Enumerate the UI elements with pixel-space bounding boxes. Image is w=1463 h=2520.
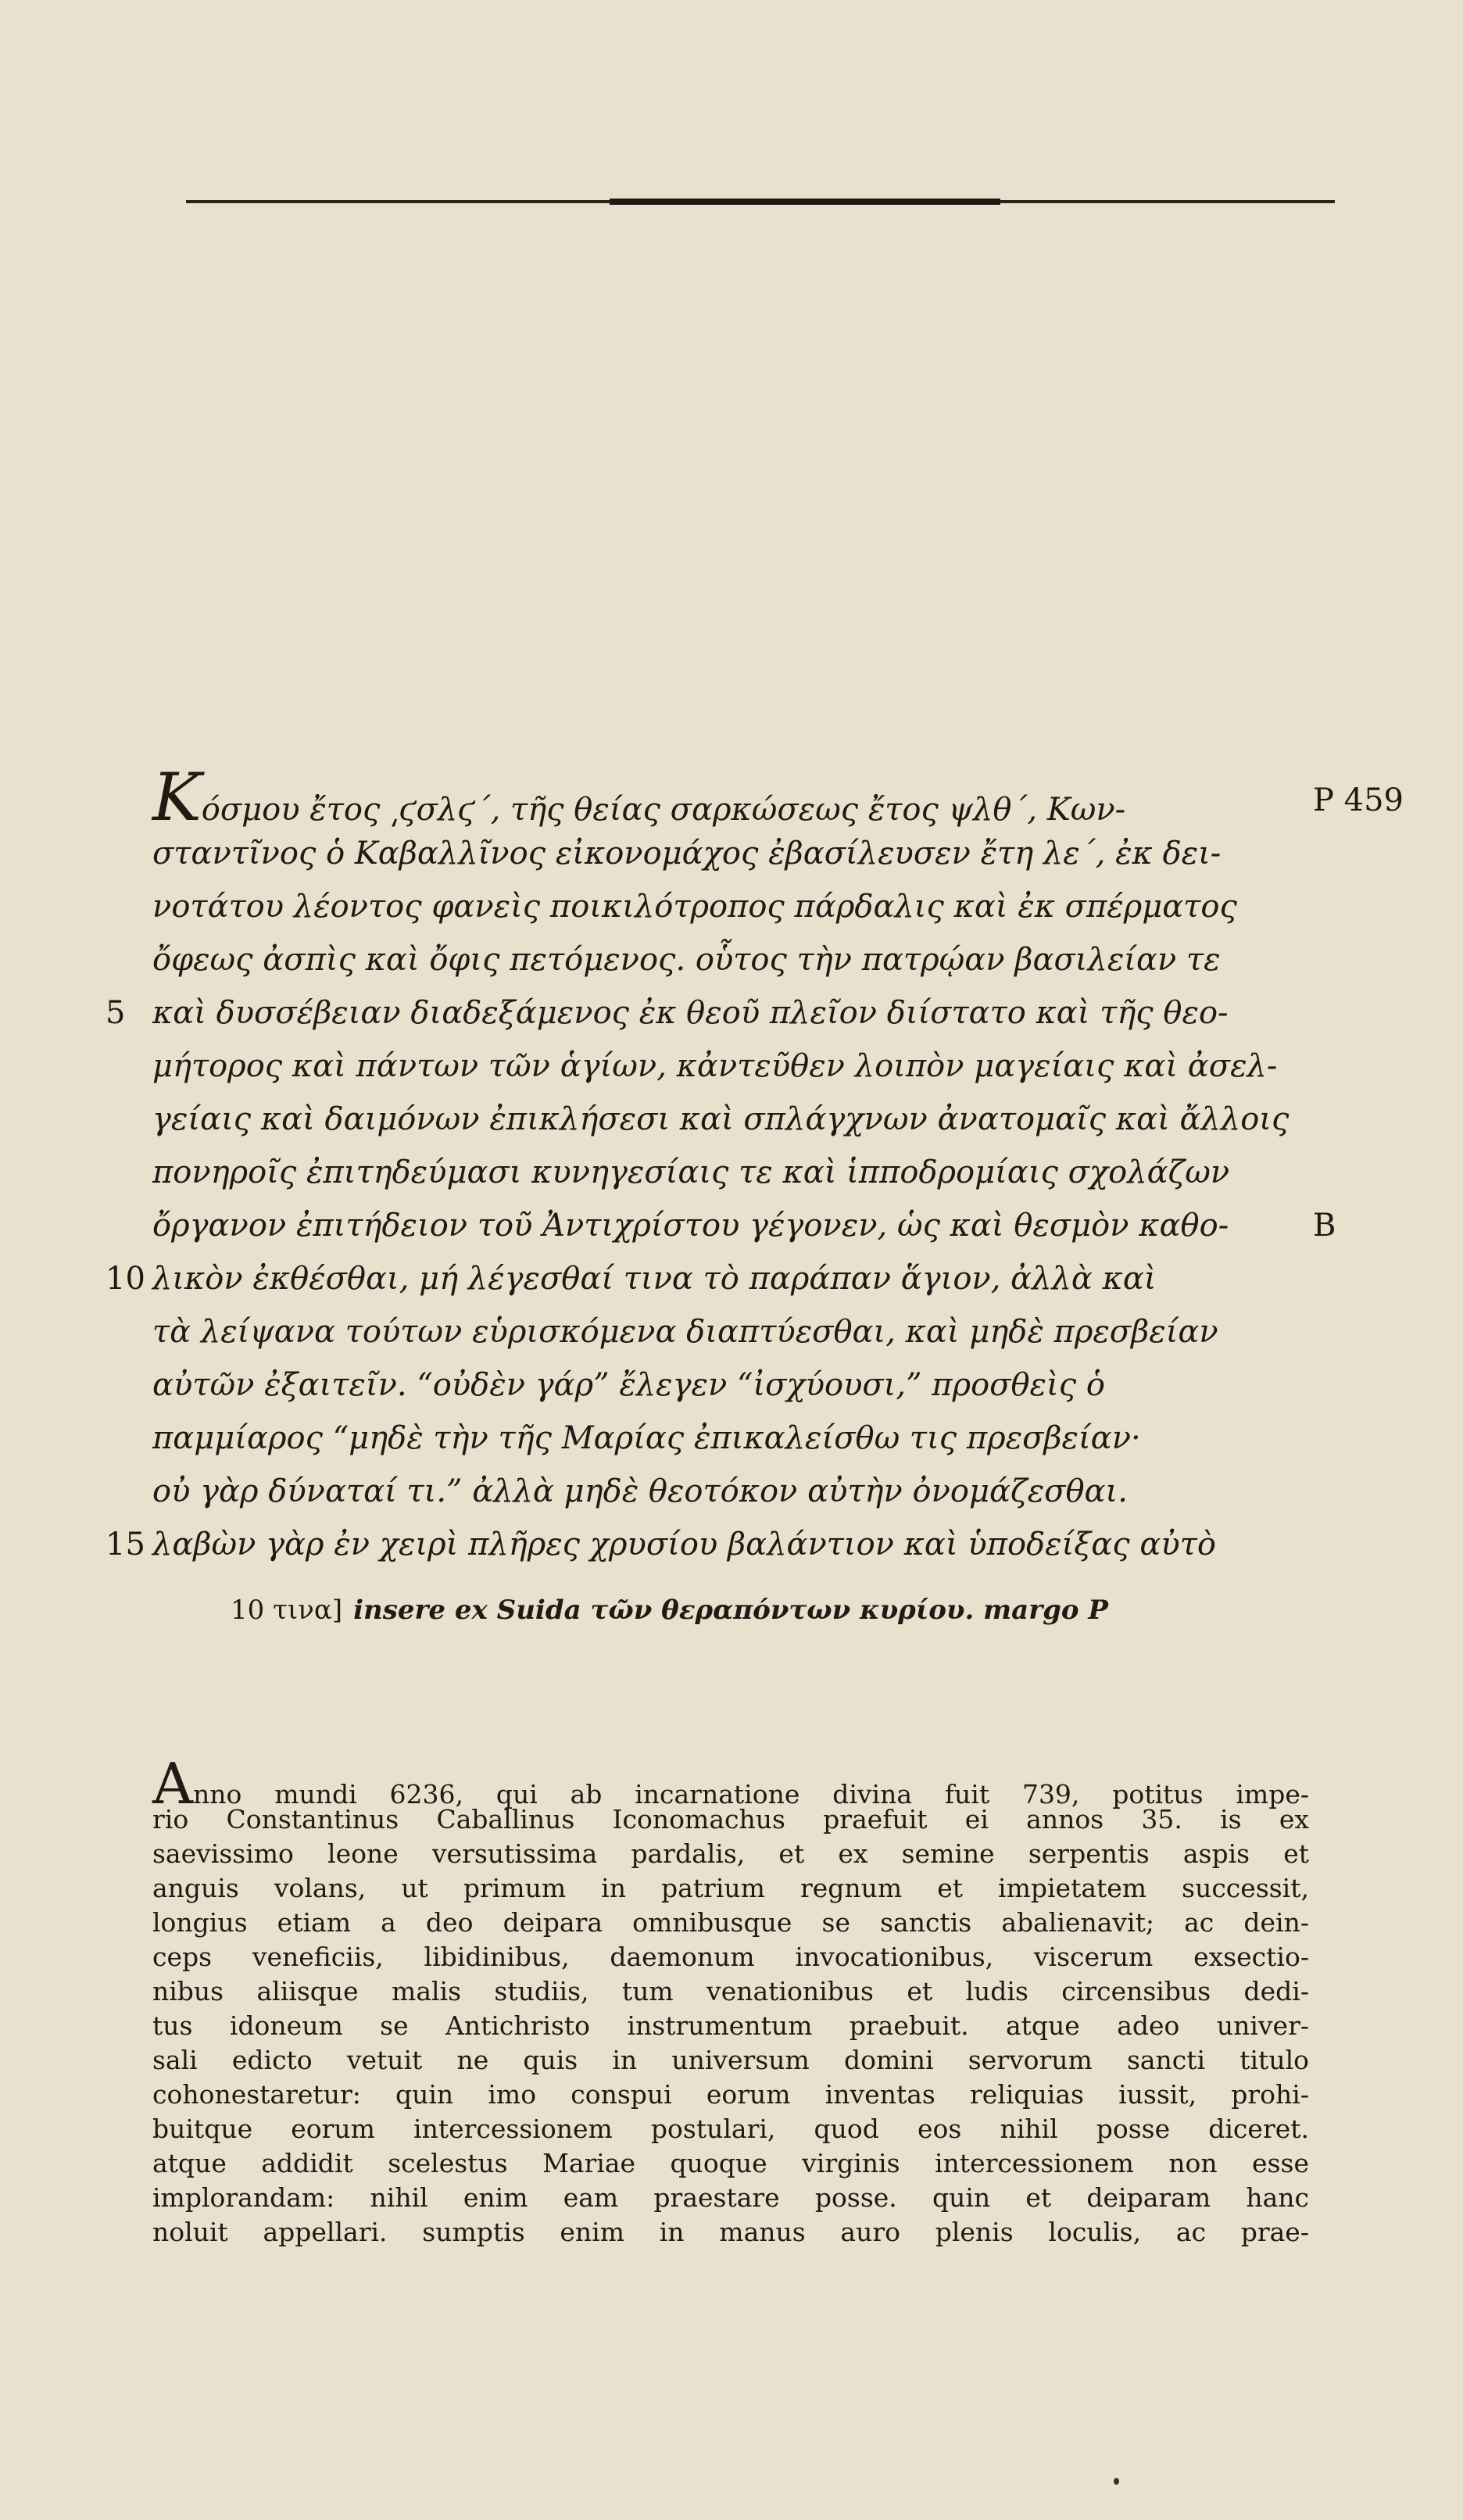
latin-line: implorandam: nihil enim eam praestare posse. quin et deiparam hanc	[152, 2182, 1309, 2213]
greek-line	[106, 880, 1387, 933]
latin-translation-block	[152, 1751, 1309, 2250]
line-number: 15	[106, 1527, 145, 1562]
greek-line-text: παμμίαρος “μηδὲ τὴν τῆς Μαρίας ἐπικαλείσθω τις πρεσβείαν·	[152, 1420, 1141, 1456]
footnote-reference: 10 τινα]	[231, 1595, 343, 1626]
latin-line: cohonestaretur: quin imo conspui eorum inventas reliquias iussit, prohi-	[152, 2079, 1309, 2110]
greek-line	[106, 986, 1387, 1040]
greek-line-text: αὐτῶν ἐξαιτεῖν. “οὐδὲν γάρ” ἔλεγεν “ἰσχύουσι,” προσθεὶς ὁ	[152, 1367, 1105, 1403]
latin-line: tus idoneum se Antichristo instrumentum praebuit. atque adeo univer-	[152, 2010, 1309, 2041]
line-number: 5	[106, 995, 126, 1031]
latin-line: saevissimo leone versutissima pardalis, et ex semine serpentis aspis et	[152, 1838, 1309, 1869]
latin-line: noluit appellari. sumptis enim in manus auro plenis loculis, ac prae-	[152, 2217, 1309, 2247]
greek-line-text: τὰ λείψανα τούτων εὑρισκόμενα διαπτύεσθαι, καὶ μηδὲ πρεσβείαν	[152, 1314, 1218, 1350]
greek-line	[106, 1305, 1387, 1358]
greek-line-text: λαβὼν γὰρ ἐν χειρὶ πλῆρες χρυσίου βαλάντιον καὶ ὑποδείξας αὐτὸ	[152, 1527, 1216, 1562]
apparatus-footnote	[231, 1595, 1325, 1626]
greek-line	[106, 933, 1387, 986]
latin-line: buitque eorum intercessionem postulari, quod eos nihil posse diceret.	[152, 2114, 1309, 2144]
greek-line	[106, 1040, 1387, 1093]
greek-line-text: οὐ γὰρ δύναταί τι.” ἀλλὰ μηδὲ θεοτόκον αὐτὴν ὀνομάζεσθαι.	[152, 1473, 1128, 1509]
greek-dropcap: K	[152, 759, 202, 836]
greek-line	[106, 1412, 1387, 1465]
greek-line	[106, 759, 1404, 836]
greek-line-text: καὶ δυσσέβειαν διαδεξάμενος ἐκ θεοῦ πλεῖον διίστατο καὶ τῆς θεο-	[152, 995, 1229, 1031]
header-rule-ornament	[610, 199, 1000, 205]
latin-line: sali edicto vetuit ne quis in universum domini servorum sancti titulo	[152, 2045, 1309, 2075]
latin-line: ceps veneficiis, libidinibus, daemonum invocationibus, viscerum exsectio-	[152, 1942, 1309, 1972]
greek-line	[106, 1358, 1387, 1412]
greek-line	[106, 827, 1387, 880]
paper-speck	[1114, 2478, 1119, 2485]
greek-line-text: σταντῖνος ὁ Καβαλλῖνος εἰκονομάχος ἐβασίλευσεν ἔτη λε΄, ἐκ δει-	[152, 836, 1222, 872]
greek-line	[106, 1093, 1387, 1146]
latin-dropcap: A	[152, 1751, 193, 1817]
greek-line-text: ὄργανον ἐπιτήδειον τοῦ Ἀντιχρίστου γέγονεν, ὡς καὶ θεσμὸν καθο-	[152, 1208, 1229, 1244]
greek-line	[106, 1146, 1387, 1199]
latin-line: atque addidit scelestus Mariae quoque virginis intercessionem non esse	[152, 2148, 1309, 2178]
line-number: 10	[106, 1261, 145, 1297]
greek-line	[106, 1518, 1387, 1571]
greek-line-text: μήτορος καὶ πάντων τῶν ἁγίων, κἀντεῦθεν λοιπὸν μαγείαις καὶ ἀσελ-	[152, 1048, 1278, 1084]
footnote-text: insere ex Suida τῶν θεραπόντων κυρίου. margo P	[353, 1595, 1108, 1626]
greek-line-text: πονηροῖς ἐπιτηδεύμασι κυνηγεσίαις τε καὶ ἱπποδρομίαις σχολάζων	[152, 1154, 1230, 1190]
margin-note: P 459	[1313, 782, 1404, 818]
greek-line-text: νοτάτου λέοντος φανεὶς ποικιλότροπος πάρδαλις καὶ ἐκ σπέρματος	[152, 889, 1237, 925]
latin-line: nibus aliisque malis studiis, tum venationibus et ludis circensibus dedi-	[152, 1976, 1309, 2006]
greek-line	[106, 1465, 1387, 1518]
greek-line-text: Kόσμου ἔτος ͵ϛσλϛ΄, τῆς θείας σαρκώσεως ἔτος ψλθ΄, Κων-	[152, 759, 1126, 836]
greek-line-text: λικὸν ἐκθέσθαι, μή λέγεσθαί τινα τὸ παράπαν ἅγιον, ἀλλὰ καὶ	[152, 1261, 1157, 1297]
greek-line	[106, 1252, 1387, 1305]
latin-line: rio Constantinus Caballinus Iconomachus praefuit ei annos 35. is ex	[152, 1804, 1309, 1835]
margin-note: B	[1313, 1208, 1336, 1244]
greek-line	[106, 1199, 1387, 1252]
latin-line: longius etiam a deo deipara omnibusque se sanctis abalienavit; ac dein-	[152, 1907, 1309, 1938]
greek-text-block	[106, 759, 1404, 1571]
latin-line: Anno mundi 6236, qui ab incarnatione divina fuit 739, potitus impe-	[152, 1751, 1309, 1817]
latin-line: anguis volans, ut primum in patrium regnum et impietatem successit,	[152, 1873, 1309, 1903]
greek-line-text: ὄφεως ἀσπὶς καὶ ὄφις πετόμενος. οὗτος τὴν πατρῴαν βασιλείαν τε	[152, 942, 1221, 978]
greek-line-text: γείαις καὶ δαιμόνων ἐπικλήσεσι καὶ σπλάγχνων ἀνατομαῖς καὶ ἄλλοις	[152, 1101, 1290, 1137]
